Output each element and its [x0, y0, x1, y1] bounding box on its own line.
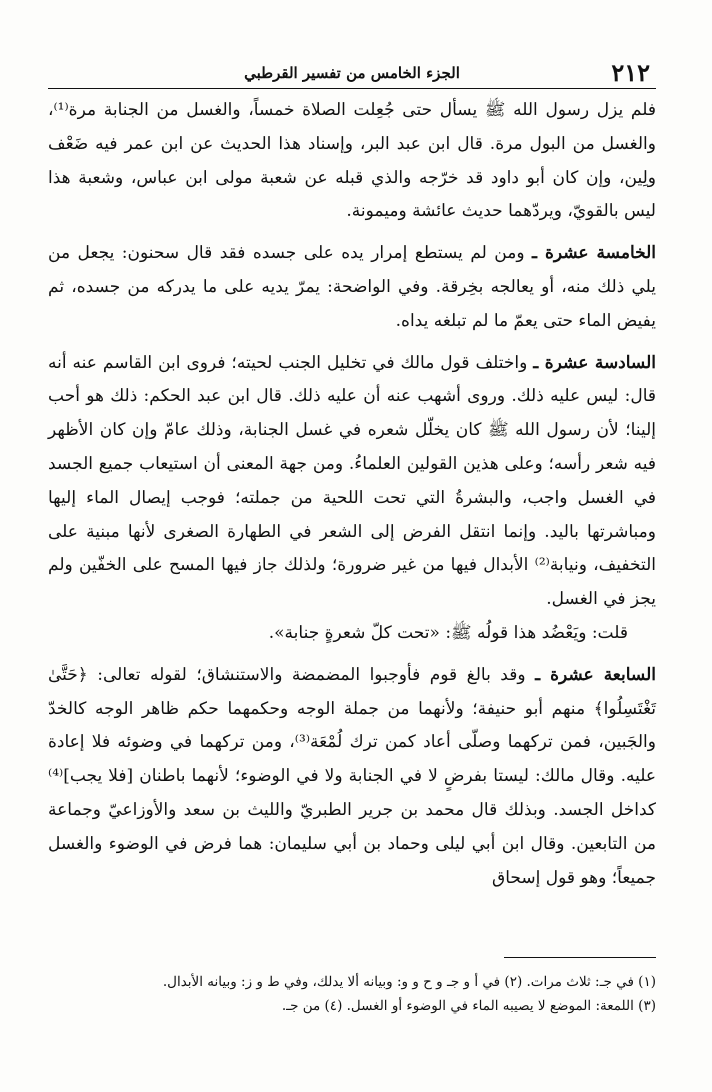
paragraph-text: ومن لم يستطع إمرار يده على جسده فقد قال سحنون: يجعل من يلي ذلك منه، أو يعالجه بخِرقة. وفي الواضحة: يمرّ يديه على ما يدركه من جسده، ثم يفيض الماء حتى يعمّ ما لم تبلغه يداه. [48, 243, 656, 331]
paragraph-text: فلم يزل رسول الله ﷺ يسأل حتى جُعِلت الصلاة خمساً، والغسل من الجنابة مرة⁽¹⁾، والغسل من البول مرة. قال ابن عبد البر، وإسناد هذا الحديث عن ابن عمر فيه ضَعْف ولِين، وإن كان أبو داود قد خرّجه والذي قبله عن شعبة مولى ابن عباس، وشعبة هذا ليس بالقويّ، ويردّهما حديث عائشة وميمونة. [48, 100, 656, 222]
body-text [48, 94, 656, 895]
section-heading: الخامسة عشرة ـ [532, 243, 656, 264]
paragraph [48, 94, 656, 229]
footnote-divider [504, 957, 656, 958]
paragraph-text: واختلف قول مالك في تخليل الجنب لحيته؛ فروى ابن القاسم عنه أنه قال: ليس عليه ذلك. وروى أشهب عنه أن عليه ذلك. قال ابن عبد الحكم: ذلك هو أحب إلينا؛ لأن رسول الله ﷺ كان يخلّل شعره في غسل الجنابة، وذلك عامّ وإن كان الأظهر فيه شعر رأسه؛ وعلى هذين القولين العلماءُ. ومن جهة المعنى أن استيعاب جميع الجسد في الغسل واجب، والبشرةُ التي تحت اللحية من جملته؛ فوجب إيصال الماء إليها ومباشرتها باليد. وإنما انتقل الفرض إلى الشعر في الطهارة الصغرى لأنها مبنية على التخفيف، ونيابة⁽²⁾ الأبدال فيها من غير ضرورة؛ ولذلك جاز فيها المسح على الخفّين ولم يجز في الغسل. [48, 352, 656, 610]
running-title: الجزء الخامس من تفسير القرطبي [244, 64, 460, 82]
paragraph [48, 237, 656, 338]
paragraph-text: وقد بالغ قوم فأوجبوا المضمضة والاستنشاق؛ لقوله تعالى: ﴿حَتَّىٰ تَغْتَسِلُوا﴾ منهم أبو حنيفة؛ ولأنهما من جملة الوجه وحكمهما حكم ظاهر الوجه كالخدّ والجَبين، فمن تركهما وصلّى أعاد كمن ترك لُمْعَة⁽³⁾، ومن تركهما في وضوئه فلا إعادة عليه. وقال مالك: ليستا بفرضٍ لا في الجنابة ولا في الوضوء؛ لأنهما باطنان [فلا يجب]⁽⁴⁾ كداخل الجسد. وبذلك قال محمد بن جرير الطبريّ والليث بن سعد والأوزاعيّ وجماعة من التابعين. وقال ابن أبي ليلى وحماد بن أبي سليمان: هما فرض في الوضوء والغسل جميعاً؛ وهو قول إسحاق [48, 664, 656, 888]
paragraph [48, 347, 656, 617]
page-number: ٢١٢ [611, 58, 650, 87]
paragraph [48, 617, 656, 651]
footnote-line: (١) في جـ: ثلاث مرات. (٢) في أ و جـ و ح و و: وبيانه ألا يدلك، وفي ط و ز: وبيانه الأبدال. [162, 974, 656, 990]
paragraph [48, 659, 656, 896]
paragraph-text: قلت: ويَعْضُد هذا قولُه ﷺ: «تحت كلّ شعرةٍ جنابة». [268, 622, 628, 643]
page-header [48, 58, 656, 89]
section-heading: السابعة عشرة ـ [535, 664, 656, 685]
footnotes [48, 970, 656, 1018]
section-heading: السادسة عشرة ـ [533, 352, 657, 373]
footnote-line: (٣) اللمعة: الموضع لا يصيبه الماء في الوضوء أو الغسل. (٤) من جـ. [281, 998, 656, 1014]
